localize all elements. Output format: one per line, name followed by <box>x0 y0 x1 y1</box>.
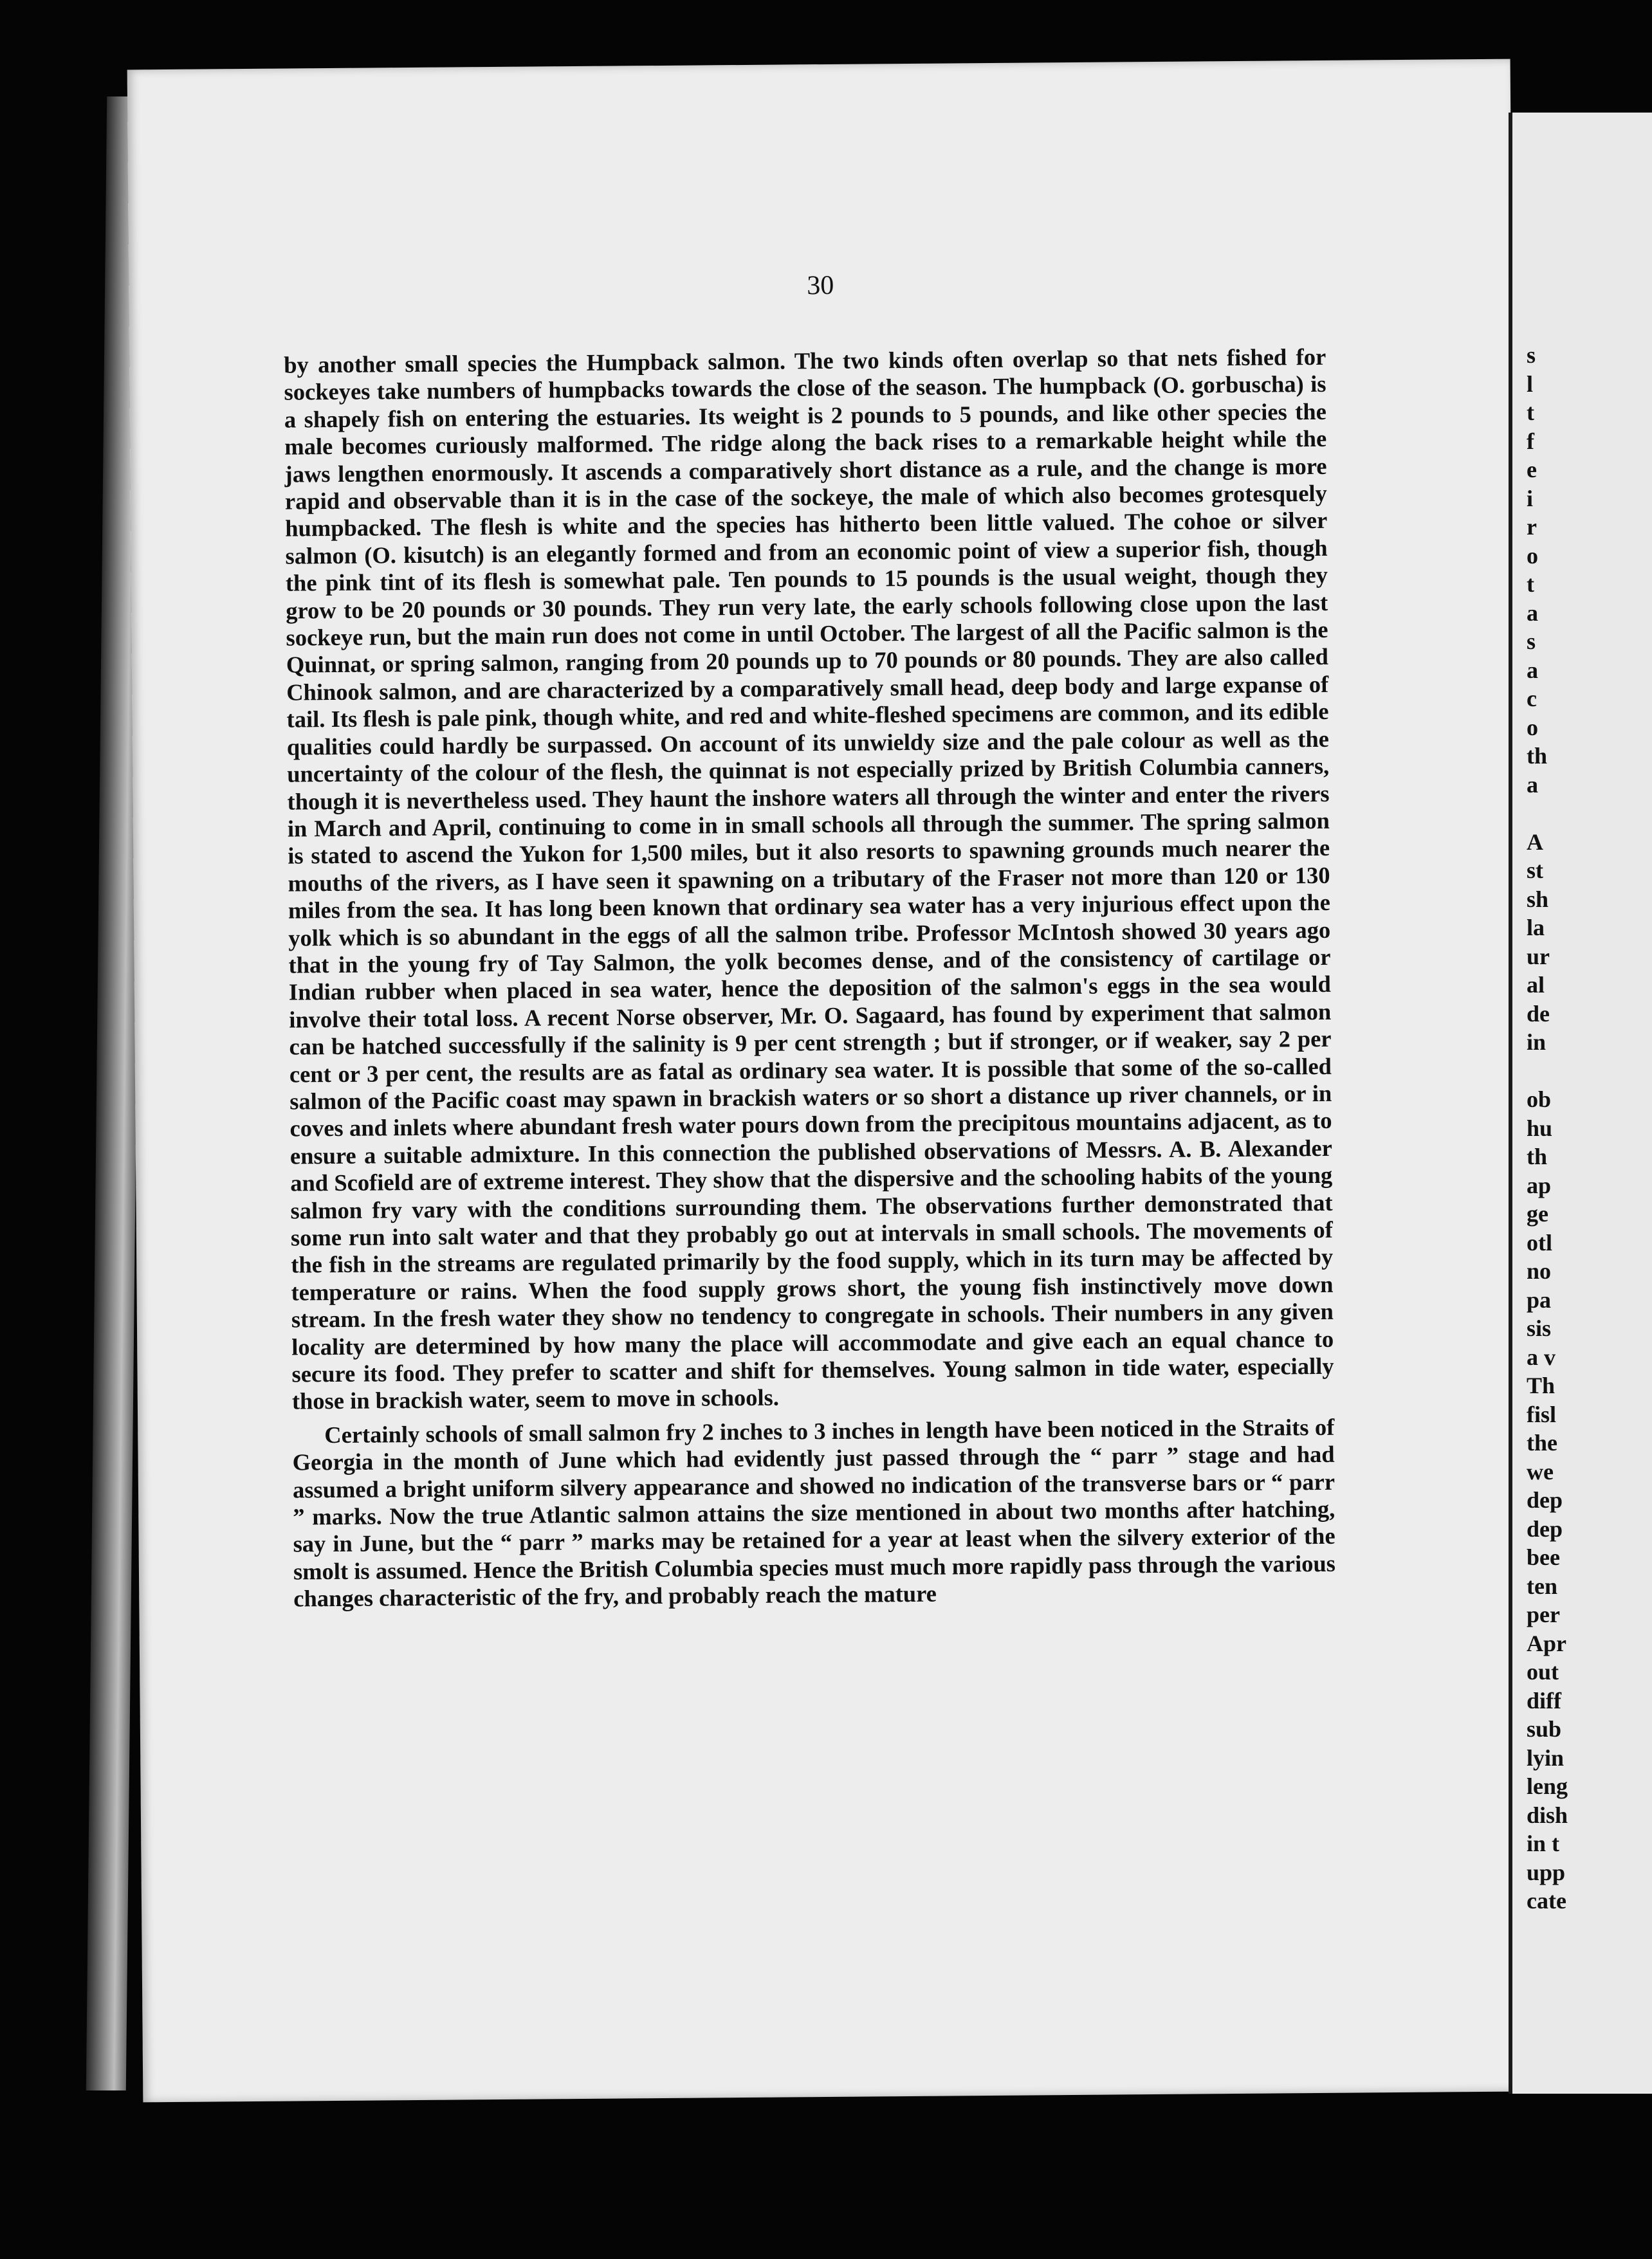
next-page-fragment: in t <box>1527 1831 1560 1856</box>
next-page-fragment: a <box>1527 657 1538 683</box>
next-page-text-fragments <box>1527 341 1652 1916</box>
next-page-fragment: Apr <box>1527 1630 1566 1656</box>
next-page-fragment: Th <box>1527 1373 1556 1398</box>
body-text <box>284 343 1335 1613</box>
next-page-fragment: we <box>1527 1458 1554 1485</box>
next-page-fragment: ur <box>1527 943 1550 969</box>
next-page-fragment: sub <box>1527 1716 1562 1742</box>
next-page-fragment: s <box>1527 342 1536 368</box>
next-page-fragment: st <box>1527 857 1543 883</box>
next-page-fragment: o <box>1527 542 1538 569</box>
next-page-fragment: pa <box>1527 1286 1552 1313</box>
next-page-fragment: leng <box>1527 1773 1568 1799</box>
next-page-fragment: ten <box>1527 1573 1557 1599</box>
paragraph-2: Certainly schools of small salmon fry 2 inches to 3 inches in length have been noticed in the Straits of Georgia in the month of June which had evidently just passed through the “ parr ” stage and had assumed a bright uniform silvery appearance and showed no indication of the transverse bars or “ parr ” marks. Now the true Atlantic salmon attains the size mentioned in about two months after hatching, say in June, but the “ parr ” marks may be retained for a year at least when the silvery exterior of the smolt is assumed. Hence the British Columbia species must much more rapidly pass through the various changes characteristic of the fry, and probably reach the mature <box>292 1413 1336 1612</box>
main-page <box>127 59 1527 2103</box>
next-page-fragment: al <box>1527 972 1545 998</box>
next-page-fragment: in <box>1527 1029 1546 1055</box>
next-page-fragment: ob <box>1527 1086 1552 1112</box>
next-page-edge <box>1509 113 1652 2094</box>
next-page-fragment: sh <box>1527 886 1549 912</box>
next-page-fragment: dish <box>1527 1802 1568 1828</box>
next-page-fragment: th <box>1527 743 1548 769</box>
next-page-fragment: the <box>1527 1430 1557 1456</box>
next-page-fragment: t <box>1527 399 1534 425</box>
next-page-fragment: no <box>1527 1258 1552 1284</box>
next-page-fragment: f <box>1527 428 1534 454</box>
next-page-fragment: otl <box>1527 1229 1552 1256</box>
next-page-fragment: th <box>1527 1144 1548 1169</box>
next-page-fragment: upp <box>1527 1859 1566 1885</box>
next-page-fragment: fisl <box>1527 1401 1557 1427</box>
page-number: 30 <box>807 270 834 301</box>
next-page-fragment: ap <box>1527 1172 1552 1198</box>
next-page-fragment: per <box>1527 1602 1560 1627</box>
next-page-fragment: de <box>1527 1000 1550 1027</box>
next-page-fragment <box>1527 799 1652 828</box>
next-page-fragment: diff <box>1527 1687 1561 1714</box>
paragraph-1: by another small species the Humpback salmon. The two kinds often overlap so that nets fished for sockeyes take numbers of humpbacks towards the close of the season. The humpback (O. gorbuscha) is a shapely fish on entering the estuaries. Its weight is 2 pounds to 5 pounds, and like other species the male becomes curiously malformed. The ridge along the back rises to a remarkable height while the jaws lengthen enormously. It ascends a comparatively short distance as a rule, and the change is more rapid and observable than it is in the case of the sockeye, the male of which also becomes grotesquely humpbacked. The flesh is white and the species has hitherto been little valued. The cohoe or silver salmon (O. kisutch) is an elegantly formed and from an economic point of view a superior fish, though the pink tint of its flesh is somewhat pale. Ten pounds to 15 pounds is the usual weight, though they grow to be 20 pounds or 30 pounds. They run very late, the early schools following close upon the last sockeye run, but the main run does not come in until October. The largest of all the Pacific salmon is the Quinnat, or spring salmon, ranging from 20 pounds up to 70 pounds or 80 pounds. They are also called Chinook salmon, and are characterized by a comparatively small head, deep body and large expanse of tail. Its flesh is pale pink, though white, and red and white-fleshed specimens are common, and its edible qualities could hardly be surpassed. On account of its unwieldy size and the pale colour as well as the uncertainty of the colour of the flesh, the quinnat is not especially prized by British Columbia canners, though it is nevertheless used. They haunt the inshore waters all through the winter and enter the rivers in March and April, continuing to come in in small schools all through the summer. The spring salmon is stated to ascend the Yukon for 1,500 miles, but it also resorts to spawning grounds much nearer the mouths of the rivers, as I have seen it spawning on a tributary of the Fraser not more than 120 or 130 miles from the sea. It has long been known that ordinary sea water has a very injurious effect upon the yolk which is so abundant in the eggs of all the salmon tribe. Professor McIntosh showed 30 years ago that in the young fry of Tay Salmon, the yolk becomes dense, and of the consistency of cartilage or Indian rubber when placed in sea water, hence the deposition of the salmon's eggs in the sea would involve their total loss. A recent Norse observer, Mr. O. Sagaard, has found by experiment that salmon can be hatched successfully if the salinity is 9 per cent strength ; but if stronger, or if weaker, say 2 per cent or 3 per cent, the results are as fatal as ordinary sea water. It is possible that some of the so-called salmon of the Pacific coast may spawn in brackish waters or so short a distance up river channels, or in coves and inlets where abundant fresh water pours down from the precipitous mountains adjacent, as to ensure a suitable admixture. In this connection the published observations of Messrs. A. B. Alexander and Scofield are of extreme interest. They show that the dispersive and the schooling habits of the young salmon fry vary with the conditions surrounding them. The observations further demonstrated that some run into salt water and that they probably go out at intervals in small schools. The movements of the fish in the streams are regulated primarily by the food supply, which in its turn may be affected by temperature or rains. When the food supply grows short, the young fish instinctively move down stream. In the fresh water they show no tendency to congregate in schools. Their numbers in any given locality are determined by how many the place will accommodate and give each an equal chance to secure its food. They prefer to scatter and shift for themselves. Young salmon in tide water, especially those in brackish water, seem to move in schools. <box>284 343 1334 1414</box>
next-page-fragment: r <box>1527 514 1537 540</box>
next-page-fragment: A <box>1527 828 1543 855</box>
next-page-fragment: c <box>1527 686 1537 711</box>
next-page-fragment: out <box>1527 1659 1559 1685</box>
next-page-fragment: a v <box>1527 1344 1556 1370</box>
next-page-fragment: a <box>1527 771 1538 798</box>
next-page-fragment: l <box>1527 370 1534 397</box>
next-page-fragment: e <box>1527 457 1537 482</box>
next-page-fragment: hu <box>1527 1115 1553 1141</box>
next-page-fragment: i <box>1527 485 1534 511</box>
next-page-fragment: t <box>1527 571 1534 597</box>
next-page-fragment: bee <box>1527 1544 1560 1570</box>
next-page-fragment: o <box>1527 714 1538 740</box>
next-page-fragment: s <box>1527 628 1536 654</box>
next-page-fragment: cate <box>1527 1888 1566 1914</box>
next-page-fragment: la <box>1527 915 1545 940</box>
next-page-fragment: a <box>1527 599 1538 626</box>
next-page-fragment: lyin <box>1527 1744 1565 1771</box>
next-page-fragment: sis <box>1527 1315 1552 1341</box>
next-page-fragment <box>1527 1057 1652 1086</box>
next-page-fragment: ge <box>1527 1201 1548 1227</box>
next-page-fragment: dep <box>1527 1487 1563 1513</box>
next-page-fragment: dep <box>1527 1515 1563 1542</box>
